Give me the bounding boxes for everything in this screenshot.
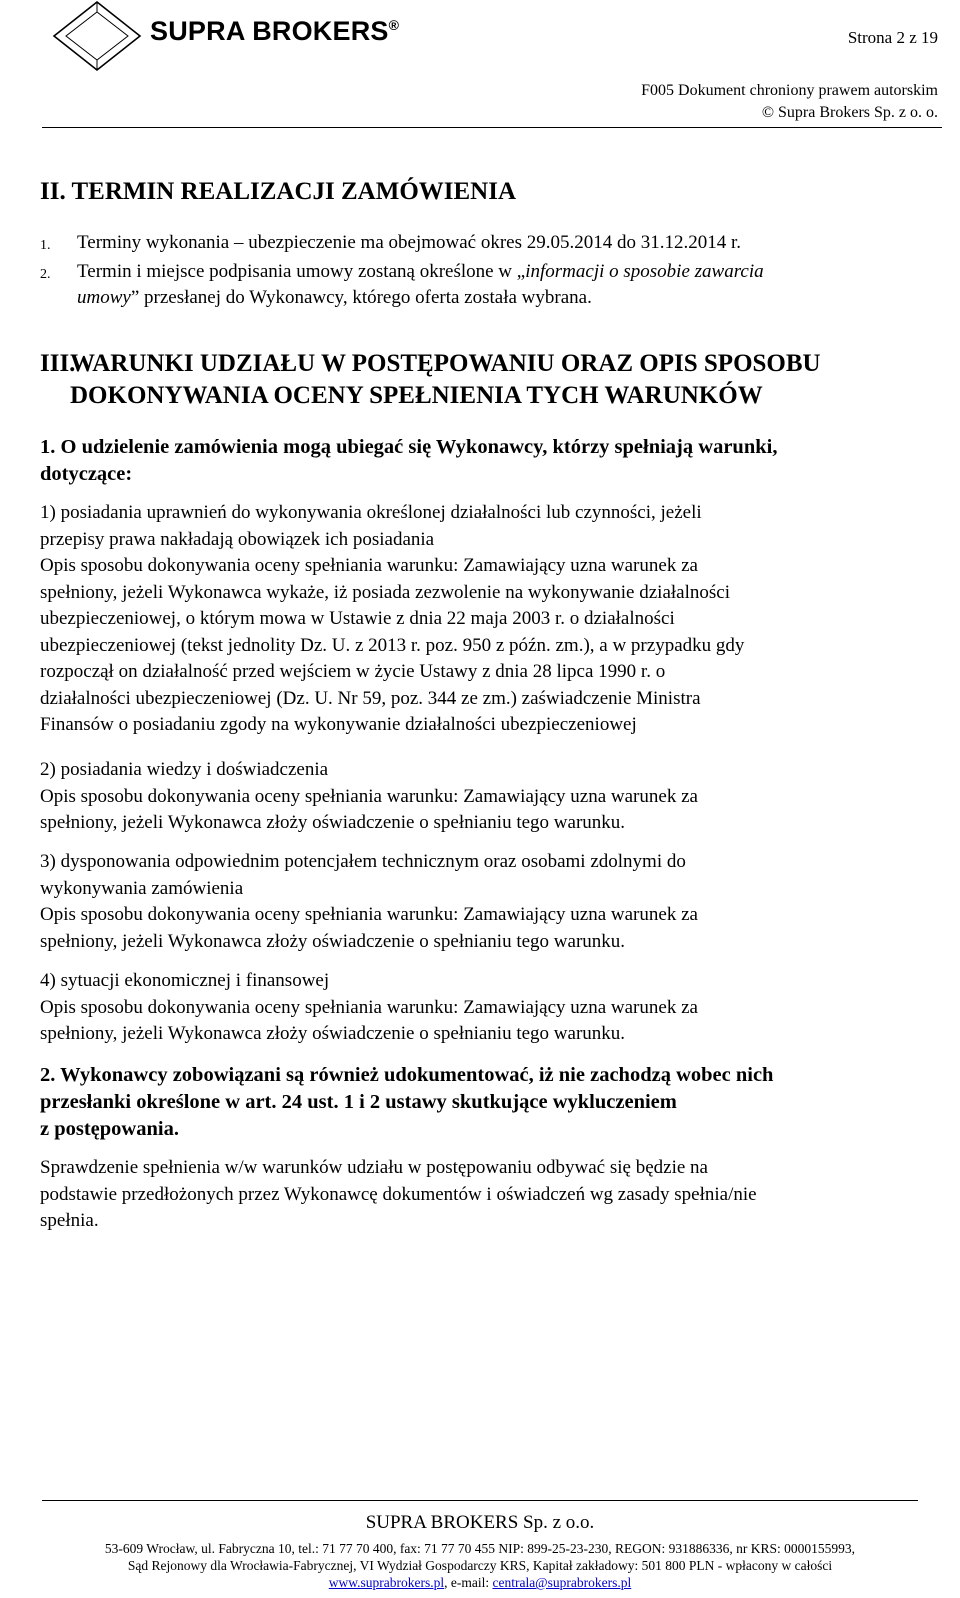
condition-3: 3) dysponowania odpowiednim potencjałem technicznym oraz osobami zdolnymi do wykonywania zamówienia Opis sposobu dokonywania oceny spełniania warunku: Zamawiający uzna warunek za spełniony, jeżeli Wykonawca złoży oświadczenie o spełnianiu tego warunku. bbox=[40, 851, 698, 952]
section-2-title: II. TERMIN REALIZACJI ZAMÓWIENIA bbox=[40, 178, 517, 205]
verification-paragraph: Sprawdzenie spełnienia w/w warunków udziału w postępowaniu odbywać się będzie na podstawie przedłożonych przez Wykonawcę dokumentów i oświadczeń wg zasady spełnia/nie spełnia. bbox=[40, 1157, 757, 1231]
condition-2: 2) posiadania wiedzy i doświadczenia Opis sposobu dokonywania oceny spełniania warunku: Zamawiający uzna warunek za spełniony, jeżeli Wykonawca złoży oświadczenie o spełnianiu tego warunku. bbox=[40, 759, 698, 833]
condition-1: 1) posiadania uprawnień do wykonywania określonej działalności lub czynności, jeżeli przepisy prawa nakładają obowiązek ich posiadania Opis sposobu dokonywania oceny spełniania warunku: Zamawiający uzna warunek za spełniony, jeżeli Wykonawca wykaże, iż posiada zezwolenie na wykonywanie działalności ubezpieczeniowej, o którym mowa w Ustawie z dnia 22 maja 2003 r. o działalności ubezpieczeniowej (tekst jednolity Dz. U. z 2013 r. poz. 950 z późn. zm.), a w przypadku gdy rozpoczął on działalność przed wejściem w życie Ustawy z dnia 28 lipca 1990 r. o działalności ubezpieczeniowej (Dz. U. Nr 59, poz. 344 ze zm.) zaświadczenie Ministra Finansów o posiadaniu zgody na wykonywanie działalności ubezpieczeniowej bbox=[40, 502, 745, 735]
condition-4: 4) sytuacji ekonomicznej i finansowej Opis sposobu dokonywania oceny spełniania warunku: Zamawiający uzna warunek za spełniony, jeżeli Wykonawca złoży oświadczenie o spełnianiu tego warunku. bbox=[40, 970, 698, 1044]
email-link[interactable]: centrala@suprabrokers.pl bbox=[492, 1575, 632, 1590]
website-link[interactable]: www.suprabrokers.pl bbox=[328, 1575, 445, 1590]
footer-registration: Sąd Rejonowy dla Wrocławia-Fabrycznej, VI Wydział Gospodarczy KRS, Kapitał zakładowy: 501 800 PLN - wpłacony w całości bbox=[127, 1558, 833, 1573]
footer-address: 53-609 Wrocław, ul. Fabryczna 10, tel.: 71 77 70 400, fax: 71 77 70 455 NIP: 899-25-23-230, REGON: 931886336, nr KRS: 0000155993, bbox=[104, 1541, 856, 1556]
copyright-owner: © Supra Brokers Sp. z o. o. bbox=[761, 104, 938, 121]
conditions-intro: 1. O udzielenie zamówienia mogą ubiegać się Wykonawcy, którzy spełniają warunki, dotyczące: bbox=[40, 436, 778, 485]
section-3-title: III. WARUNKI UDZIAŁU W POSTĘPOWANIU ORAZ OPIS SPOSOBU DOKONYWANIA OCENY SPEŁNIENIA TYCH WARUNKÓW bbox=[40, 350, 821, 409]
brand-logo bbox=[52, 0, 492, 72]
page-number: Strona 2 z 19 bbox=[847, 28, 938, 47]
exclusion-requirement: 2. Wykonawcy zobowiązani są również udokumentować, iż nie zachodzą wobec nich przesłanki określone w art. 24 ust. 1 i 2 ustawy skutkujące wykluczeniem z postępowania. bbox=[40, 1064, 774, 1140]
footer-company-name: SUPRA BROKERS Sp. z o.o. bbox=[365, 1512, 595, 1533]
brand-name: SUPRA BROKERS® bbox=[150, 16, 400, 46]
footer-contact: www.suprabrokers.pl, e-mail: centrala@suprabrokers.pl bbox=[328, 1575, 632, 1590]
diamond-logo-icon bbox=[52, 0, 142, 72]
copyright-notice: F005 Dokument chroniony prawem autorskim bbox=[641, 82, 938, 99]
section-2-item-2: 2. Termin i miejsce podpisania umowy zostaną określone w „informacji o sposobie zawarcia umowy” przesłanej do Wykonawcy, którego oferta została wybrana. bbox=[40, 261, 764, 308]
footer-divider bbox=[42, 1500, 918, 1501]
header-divider bbox=[42, 127, 942, 128]
